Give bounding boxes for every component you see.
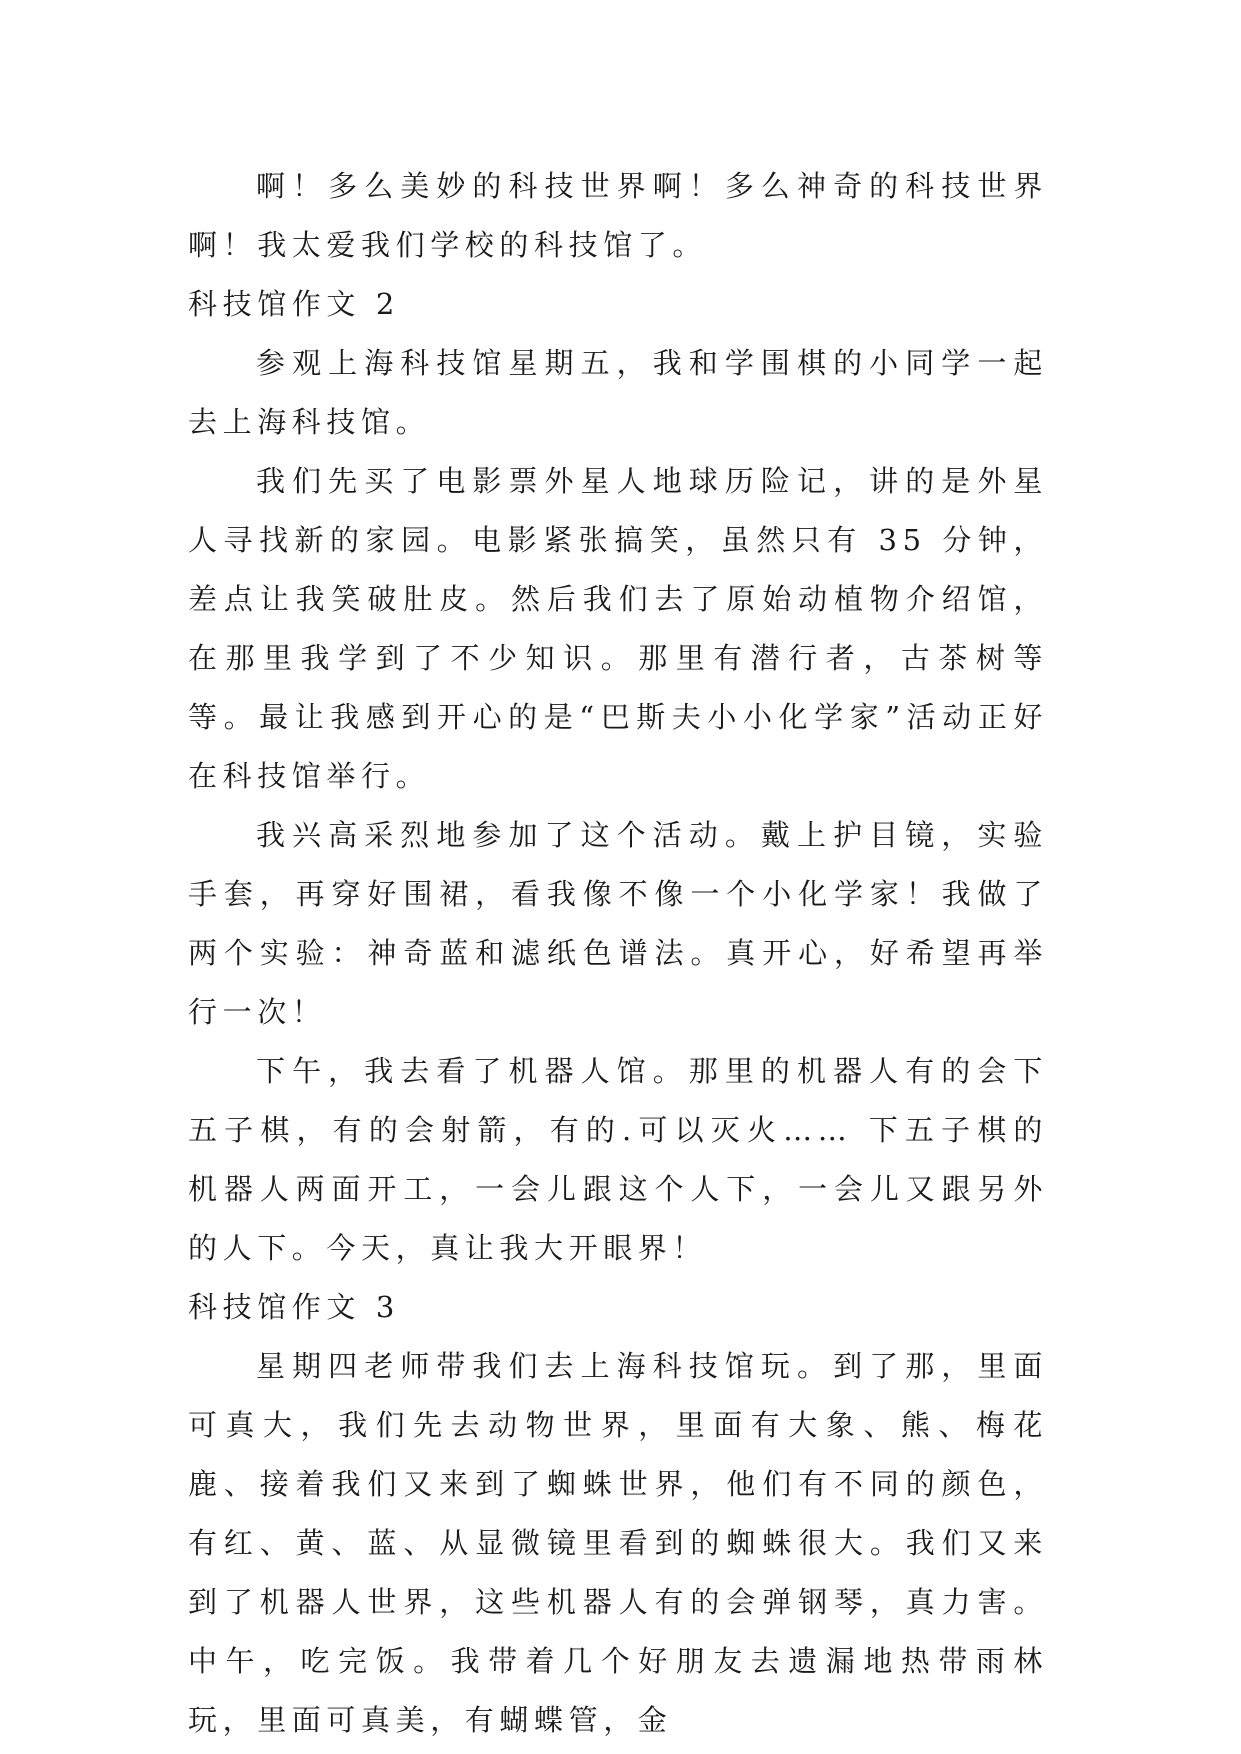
- document-body: [188, 157, 1048, 1750]
- paragraph-movie-and-exhibits: 我们先买了电影票外星人地球历险记，讲的是外星人寻找新的家园。电影紧张搞笑，虽然只有 35 分钟，差点让我笑破肚皮。然后我们去了原始动植物介绍馆，在那里我学到了不少知识。那里有潜行者，古茶树等等。最让我感到开心的是“巴斯夫小小化学家”活动正好在科技馆举行。: [188, 464, 1048, 793]
- section-heading-essay-2: 科技馆作文 2: [188, 287, 400, 321]
- paragraph-visit-intro: 参观上海科技馆星期五，我和学围棋的小同学一起去上海科技馆。: [188, 346, 1048, 439]
- paragraph-thursday-visit: 星期四老师带我们去上海科技馆玩。到了那，里面可真大，我们先去动物世界，里面有大象、熊、梅花鹿、接着我们又来到了蜘蛛世界，他们有不同的颜色，有红、黄、蓝、从显微镜里看到的蜘蛛很大。我们又来到了机器人世界，这些机器人有的会弹钢琴，真力害。中午，吃完饭。我带着几个好朋友去遗漏地热带雨林玩，里面可真美，有蝴蝶管，金: [188, 1349, 1048, 1737]
- paragraph-chemistry-activity: 我兴高采烈地参加了这个活动。戴上护目镜，实验手套，再穿好围裙，看我像不像一个小化学家！我做了两个实验：神奇蓝和滤纸色谱法。真开心，好希望再举行一次！: [188, 818, 1048, 1029]
- section-heading-essay-3: 科技馆作文 3: [188, 1290, 400, 1324]
- paragraph-closing-essay-1: 啊！多么美妙的科技世界啊！多么神奇的科技世界啊！我太爱我们学校的科技馆了。: [188, 169, 1048, 262]
- paragraph-robot-hall: 下午，我去看了机器人馆。那里的机器人有的会下五子棋，有的会射箭，有的.可以灭火…… 下五子棋的机器人两面开工，一会儿跟这个人下，一会儿又跟另外的人下。今天，真让我大开眼界！: [188, 1054, 1048, 1265]
